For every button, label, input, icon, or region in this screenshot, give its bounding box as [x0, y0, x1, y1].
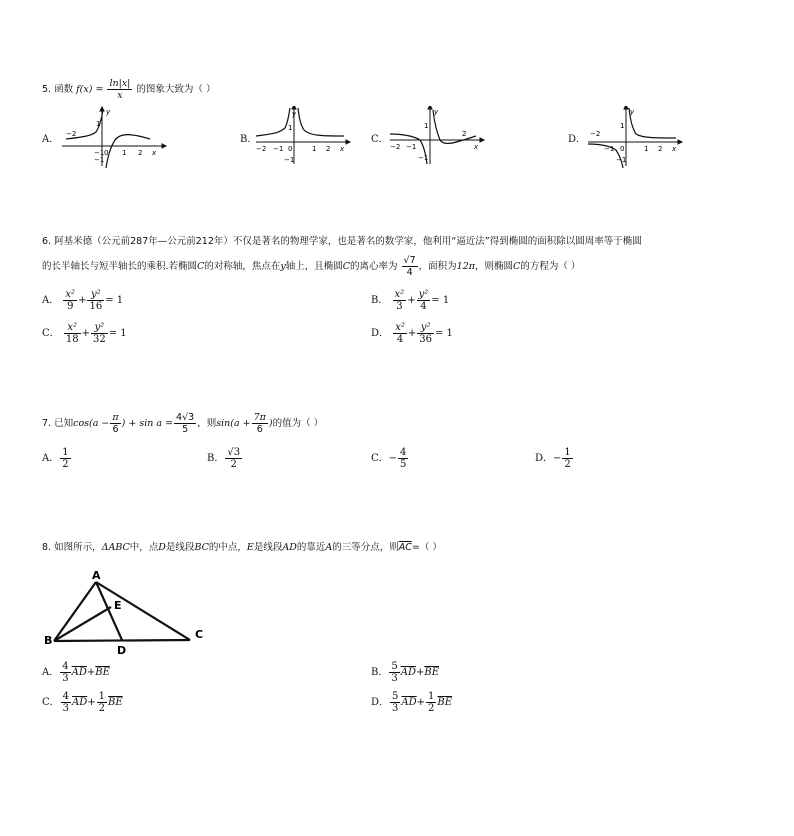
q8-s3: 是线段 — [165, 542, 195, 553]
q7-c-den: 5 — [400, 459, 407, 470]
q8-d: D — [158, 542, 166, 553]
q8-option-a[interactable]: A． $\frac{4}{3}$ $\overline{AD}+\overline{BE}$ — [42, 661, 110, 684]
q5-frac-num: ln|x| — [109, 78, 131, 89]
q7-six2: 6 — [256, 424, 263, 435]
svg-text:1: 1 — [312, 145, 317, 153]
q8-b-c1n: 5 — [391, 661, 398, 672]
svg-text:y: y — [630, 108, 635, 116]
q5-graph-b — [252, 106, 352, 170]
q8-option-d[interactable]: D． $\frac{5}{3}$ $\overline{AD}+$ $\frac{1}{2}$ $\overline{BE}$ — [371, 691, 453, 714]
q5-func-lhs: f(x) = — [76, 84, 104, 95]
q6-var-c3: C — [513, 261, 521, 272]
q8-d-vec-ad: $\overline{AD}$ — [401, 697, 417, 708]
q5-option-c-label[interactable]: C． — [371, 134, 389, 145]
fig-label-d: D — [117, 644, 127, 657]
svg-text:0: 0 — [288, 145, 293, 153]
svg-text:−1: −1 — [273, 145, 284, 153]
svg-text:−2: −2 — [66, 130, 77, 138]
q6-a-d1: 9 — [67, 301, 74, 312]
fig-label-e: E — [114, 599, 122, 612]
q8-s6: 的靠近 — [296, 542, 326, 553]
q7-d-sign: − — [553, 453, 562, 464]
q6-number: 6. — [42, 236, 52, 247]
svg-text:1: 1 — [620, 122, 625, 130]
svg-text:−1: −1 — [604, 145, 615, 153]
q6-b-d2: 4 — [420, 301, 427, 312]
svg-text:0: 0 — [104, 149, 109, 157]
q6-line1-text: 阿基米德（公元前287年—公元前212年）不仅是著名的物理学家，也是著名的数学家，他利用“逼近法”得到椭圆的面积除以圆周率等于椭圆 — [54, 236, 642, 247]
q6-c-y2: y² — [91, 322, 108, 334]
svg-text:1: 1 — [96, 120, 101, 128]
q8-d-c2d: 2 — [428, 703, 435, 714]
svg-text:2: 2 — [138, 149, 143, 157]
q8-c-c2d: 2 — [98, 703, 106, 714]
q5-number: 5. — [42, 84, 52, 95]
q6-option-d-label: D． — [371, 328, 390, 339]
q8-d-c1n: 5 — [392, 691, 399, 702]
q6-c-d2: 32 — [92, 334, 106, 345]
fig-label-c: C — [195, 628, 204, 641]
q6-ecc-den: 4 — [406, 267, 413, 278]
q8-s8: =（ ） — [411, 542, 442, 553]
q5-frac-den: x — [117, 90, 123, 101]
q6-b-plus: + — [407, 295, 416, 306]
q7-a-num: 1 — [62, 447, 69, 458]
q6-line2 — [42, 255, 580, 278]
svg-text:y: y — [106, 108, 111, 116]
svg-text:x: x — [672, 145, 677, 153]
q5-graph-c — [386, 106, 486, 170]
q7-known: 已知 — [54, 418, 74, 429]
svg-text:−2: −2 — [590, 130, 601, 138]
svg-text:2: 2 — [462, 130, 467, 138]
q8-e: E — [246, 542, 254, 553]
svg-text:x: x — [152, 149, 157, 157]
q6-ecc-num: √7 — [403, 255, 416, 266]
q6-l2d: 的离心率为 — [350, 261, 398, 272]
q8-number: 8. — [42, 542, 52, 553]
q8-c-c1n: 4 — [62, 691, 70, 702]
q6-b-d1: 3 — [396, 301, 403, 312]
q8-d-c2n: 1 — [428, 691, 435, 702]
q5-option-b-label[interactable]: B． — [240, 134, 258, 145]
svg-text:−1: −1 — [284, 156, 295, 164]
q7-number: 7. — [42, 418, 52, 429]
q6-l2g: 的方程为（ ） — [520, 261, 581, 272]
q8-a-vec-be: $\overline{BE}$ — [95, 667, 110, 678]
q8-a-c1d: 3 — [62, 673, 69, 684]
q6-d-eq: = 1 — [435, 328, 453, 339]
q6-l2a: 的长半轴长与短半轴长的乘积.若椭圆 — [42, 261, 198, 272]
q8-s7: 的三等分点，则 — [332, 542, 399, 553]
q6-d-x2: x² — [395, 322, 405, 333]
q8-tri: ΔABC — [101, 542, 130, 553]
q5-graph-a — [58, 106, 168, 170]
q8-option-a-label: A． — [42, 667, 60, 678]
q7-rhs-num: 4√3 — [176, 412, 195, 423]
q6-option-a[interactable] — [42, 289, 123, 312]
q8-a-vec-ad: $\overline{AD}$ — [71, 667, 87, 678]
q7-sin: sin(a + — [216, 418, 251, 429]
q6-c-eq: = 1 — [108, 328, 127, 339]
q6-b-x2: x² — [394, 289, 405, 300]
q8-d-vec-be: $\overline{BE}$ — [437, 697, 453, 708]
q7-plus-sin: ) + sin a = — [121, 418, 174, 429]
q7-close: ) — [268, 418, 273, 429]
svg-text:−1: −1 — [418, 154, 429, 162]
q5-option-a-label[interactable]: A． — [42, 134, 60, 145]
q8-triangle-figure — [40, 566, 220, 658]
q8-option-b-label: B． — [371, 667, 389, 678]
svg-text:1: 1 — [288, 124, 293, 132]
fig-label-a: A — [92, 569, 101, 582]
q7-pi: π — [112, 412, 119, 423]
q8-s4: 的中点， — [208, 542, 247, 553]
q7-cos: cos(a − — [73, 418, 110, 429]
q6-d-y2: y² — [417, 322, 434, 334]
q8-ad: AD — [282, 542, 297, 553]
q7-then: ，则 — [197, 418, 217, 429]
q7-value-of: 的值为（ ） — [272, 418, 324, 429]
q8-option-b[interactable]: B． $\frac{5}{3}$ $\overline{AD}+\overline{BE}$ — [371, 661, 440, 684]
svg-text:y: y — [434, 108, 439, 116]
q6-a-y2: y² — [87, 289, 104, 301]
q8-d-c1d: 3 — [392, 703, 399, 714]
q7-d-den: 2 — [564, 459, 571, 470]
q8-c-vec-be: $\overline{BE}$ — [108, 697, 123, 708]
svg-text:y: y — [292, 110, 297, 118]
svg-text:1: 1 — [424, 122, 429, 130]
q6-var-c2: C — [342, 261, 350, 272]
q7-rhs-den: 5 — [182, 424, 189, 435]
q7-c-sign: − — [388, 453, 398, 464]
q8-bc: BC — [194, 542, 209, 553]
q8-option-d-label: D． — [371, 697, 390, 708]
q6-l2b: 的对称轴，焦点在 — [204, 261, 281, 272]
q6-c-d1: 18 — [65, 334, 79, 345]
q8-a: A — [325, 542, 333, 553]
q7-sevenpi: 7π — [253, 412, 266, 423]
q6-option-a-label: A． — [42, 295, 60, 306]
q6-a-eq: = 1 — [105, 295, 124, 306]
q6-option-c-label: C． — [42, 328, 60, 339]
q6-l2f: ，则椭圆 — [475, 261, 514, 272]
q6-c-x2: x² — [64, 322, 81, 334]
q7-b-num: √3 — [227, 447, 241, 458]
q5-graph-d — [584, 106, 684, 170]
q6-b-y2: y² — [418, 289, 429, 300]
q6-area: 12π — [456, 261, 476, 272]
q5-stem — [42, 78, 215, 101]
q8-option-c-label: C． — [42, 697, 60, 708]
q7-c-num: 4 — [400, 447, 407, 458]
q6-a-x2: x² — [65, 289, 76, 300]
q8-b-c1d: 3 — [391, 673, 398, 684]
q8-s2: 中，点 — [129, 542, 159, 553]
q5-stem-prefix: 函数 — [54, 84, 74, 95]
q8-c-c1d: 3 — [62, 703, 70, 714]
q7-d-num: 1 — [564, 447, 571, 458]
q8-a-c1n: 4 — [62, 661, 69, 672]
q7-option-d-label: D． — [535, 453, 554, 464]
q7-option-b[interactable] — [207, 447, 243, 470]
q6-option-c[interactable] — [42, 322, 127, 345]
svg-text:−2: −2 — [390, 143, 401, 151]
q6-line1 — [42, 233, 642, 247]
svg-text:2: 2 — [326, 145, 331, 153]
q6-c-plus: + — [81, 328, 90, 339]
q6-d-d1: 4 — [396, 334, 404, 345]
q8-stem — [42, 539, 442, 553]
svg-text:−1: −1 — [94, 156, 105, 164]
q6-option-b[interactable] — [371, 289, 449, 312]
q5-stem-suffix: 的图象大致为（ ） — [136, 84, 216, 95]
svg-text:1: 1 — [644, 145, 649, 153]
q6-eccentricity — [402, 255, 418, 278]
q6-b-eq: = 1 — [431, 295, 450, 306]
q7-option-c-label: C． — [371, 453, 389, 464]
q6-l2c: 轴上，且椭圆 — [285, 261, 343, 272]
q7-option-c[interactable] — [371, 447, 409, 470]
q7-option-a[interactable] — [42, 447, 72, 470]
svg-text:x: x — [340, 145, 345, 153]
q6-d-d2: 36 — [419, 334, 432, 345]
q8-b-vec-ad: $\overline{AD}$ — [400, 667, 416, 678]
svg-text:−1: −1 — [406, 143, 417, 151]
svg-text:−2: −2 — [256, 145, 267, 153]
q6-var-c: C — [197, 261, 205, 272]
q6-var-y: y — [280, 261, 286, 272]
q8-option-c[interactable]: C． $\frac{4}{3}$ $\overline{AD}+$ $\frac{1}{2}$ $\overline{BE}$ — [42, 691, 123, 714]
svg-text:x: x — [474, 143, 479, 151]
q6-d-plus: + — [407, 328, 417, 339]
q7-stem — [42, 412, 323, 435]
q7-option-a-label: A． — [42, 453, 60, 464]
fig-label-b: B — [44, 634, 53, 647]
q5-option-d-label[interactable]: D． — [568, 134, 587, 145]
q7-a-den: 2 — [62, 459, 69, 470]
q7-b-den: 2 — [230, 459, 237, 470]
q6-option-b-label: B． — [371, 295, 389, 306]
svg-text:1: 1 — [122, 149, 127, 157]
q7-option-b-label: B． — [207, 453, 225, 464]
svg-text:2: 2 — [658, 145, 663, 153]
q6-a-plus: + — [78, 295, 87, 306]
svg-text:−1: −1 — [94, 149, 105, 157]
q8-ac: $\overline{AC}$ — [398, 542, 412, 553]
q6-a-d2: 16 — [89, 301, 103, 312]
svg-text:−1: −1 — [616, 156, 627, 164]
q5-fraction — [107, 78, 132, 101]
q6-l2e: ，面积为 — [418, 261, 457, 272]
svg-text:0: 0 — [620, 145, 625, 153]
q6-option-d[interactable] — [371, 322, 453, 345]
q8-c-vec-ad: $\overline{AD}$ — [72, 697, 88, 708]
q8-c-c2n: 1 — [98, 691, 106, 702]
q7-option-d[interactable] — [535, 447, 574, 470]
q8-s1: 如图所示， — [54, 542, 102, 553]
q8-s5: 是线段 — [253, 542, 283, 553]
q8-b-vec-be: $\overline{BE}$ — [424, 667, 440, 678]
q7-six: 6 — [112, 424, 119, 435]
